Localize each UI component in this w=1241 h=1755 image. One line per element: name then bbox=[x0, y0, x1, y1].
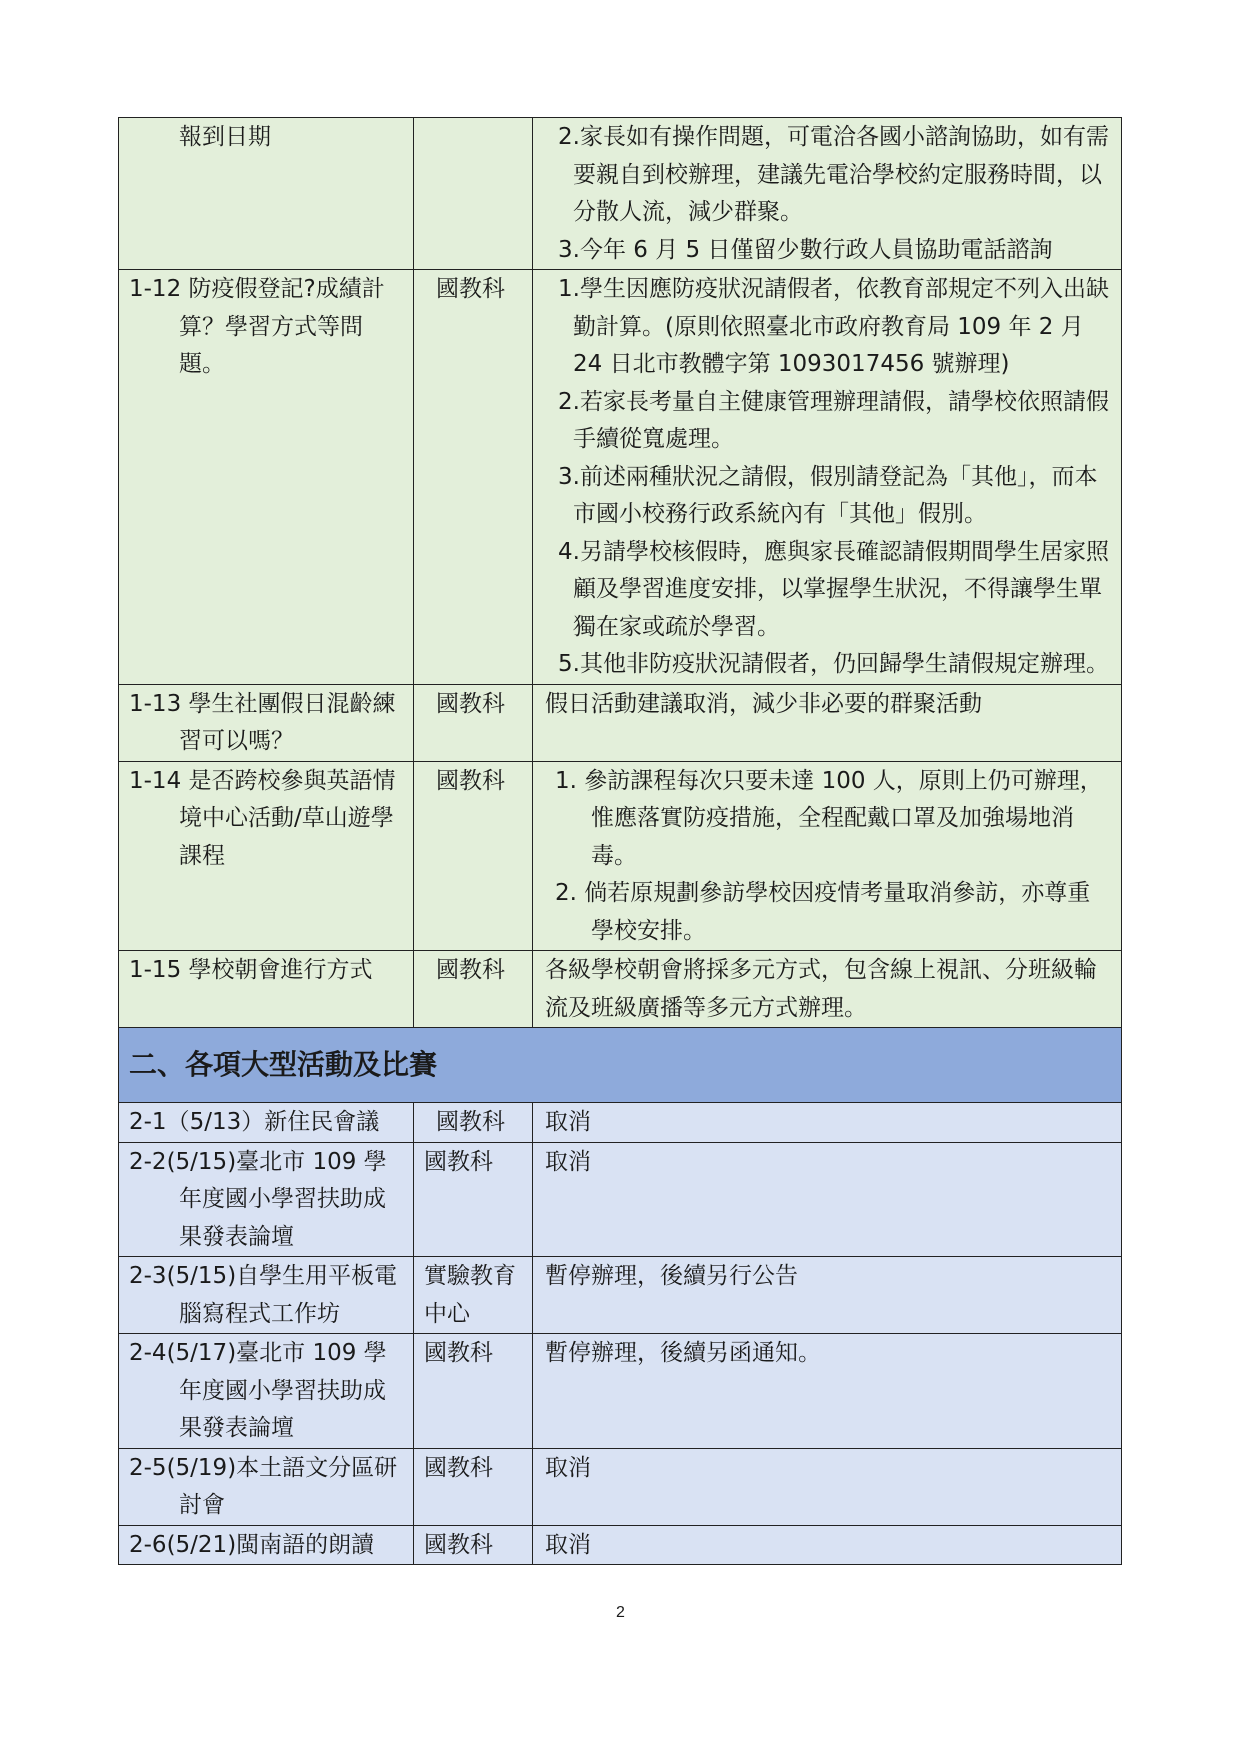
description-line: 各級學校朝會將採多元方式，包含線上視訊、分班級輪流及班級廣播等多元方式辦理。 bbox=[545, 957, 1097, 1021]
status-text: 取消 bbox=[545, 1148, 591, 1175]
unit-cell bbox=[414, 684, 533, 761]
table-row bbox=[119, 1103, 1122, 1143]
status-text: 暫停辦理，後續另函通知。 bbox=[545, 1340, 821, 1366]
unit-text: 國教科 bbox=[424, 1340, 493, 1366]
item-text: 2-6(5/21)閩南語的朗讀 bbox=[129, 1531, 375, 1558]
item-cell bbox=[119, 1448, 414, 1525]
unit-text: 國教科 bbox=[436, 767, 505, 794]
unit-text: 國教科 bbox=[436, 690, 505, 717]
item-text: 2-4(5/17)臺北市 109 學年度國小學習扶助成果發表論壇 bbox=[129, 1340, 387, 1441]
item-text: 報到日期 bbox=[179, 124, 271, 150]
unit-text: 國教科 bbox=[436, 957, 505, 983]
item-cell bbox=[119, 1142, 414, 1257]
description-line: 3.前述兩種狀況之請假，假別請登記為「其他」，而本市國小校務行政系統內有「其他」假別。 bbox=[558, 463, 1098, 527]
table-row bbox=[119, 761, 1122, 951]
unit-cell bbox=[414, 1525, 533, 1565]
unit-text: 實驗教育中心 bbox=[424, 1263, 516, 1327]
item-text: 2-2(5/15)臺北市 109 學年度國小學習扶助成果發表論壇 bbox=[129, 1148, 387, 1250]
table-row bbox=[119, 951, 1122, 1028]
description-line: 2.若家長考量自主健康管理辦理請假，請學校依照請假手續從寬處理。 bbox=[558, 388, 1109, 452]
description-line: 2.家長如有操作問題，可電洽各國小諮詢協助，如有需要親自到校辦理，建議先電洽學校約定服務時間，以分散人流，減少群聚。 bbox=[558, 124, 1109, 225]
status-text: 取消 bbox=[545, 1109, 591, 1135]
item-text: 2-1（5/13）新住民會議 bbox=[129, 1109, 380, 1135]
unit-cell bbox=[414, 1103, 533, 1143]
status-text: 取消 bbox=[545, 1454, 591, 1481]
description-cell bbox=[533, 684, 1122, 761]
table-row bbox=[119, 1142, 1122, 1257]
description-line: 4.另請學校核假時，應與家長確認請假期間學生居家照顧及學習進度安排，以掌握學生狀況，不得讓學生單獨在家或疏於學習。 bbox=[558, 538, 1109, 640]
description-line: 1.學生因應防疫狀況請假者，依教育部規定不列入出缺勤計算。(原則依照臺北市政府教育局 109 年 2 月 24 日北市教體字第 1093017456 號辦理) bbox=[558, 276, 1109, 377]
status-cell bbox=[533, 1142, 1122, 1257]
section-header-row bbox=[119, 1028, 1122, 1103]
section-title: 二、各項大型活動及比賽 bbox=[119, 1028, 1122, 1103]
item-text: 2-5(5/19)本土語文分區研討會 bbox=[129, 1454, 398, 1518]
status-cell bbox=[533, 1103, 1122, 1143]
table-row bbox=[119, 1257, 1122, 1334]
unit-text: 國教科 bbox=[436, 276, 505, 302]
status-text: 暫停辦理，後續另行公告 bbox=[545, 1263, 798, 1289]
status-cell bbox=[533, 1257, 1122, 1334]
description-line: 3.今年 6 月 5 日僅留少數行政人員協助電話諮詢 bbox=[558, 236, 1053, 263]
table-row bbox=[119, 118, 1122, 270]
item-cell bbox=[119, 1257, 414, 1334]
unit-cell bbox=[414, 1448, 533, 1525]
unit-cell bbox=[414, 761, 533, 951]
main-table bbox=[118, 117, 1122, 1565]
item-cell bbox=[119, 118, 414, 270]
status-text: 取消 bbox=[545, 1531, 591, 1558]
item-text: 1-13 學生社團假日混齡練習可以嗎？ bbox=[129, 690, 396, 754]
item-text: 1-15 學校朝會進行方式 bbox=[129, 957, 373, 983]
table-row bbox=[119, 684, 1122, 761]
description-line: 假日活動建議取消，減少非必要的群聚活動 bbox=[545, 690, 982, 717]
description-cell bbox=[533, 118, 1122, 270]
item-cell bbox=[119, 1525, 414, 1565]
unit-cell bbox=[414, 1334, 533, 1449]
item-cell bbox=[119, 270, 414, 685]
item-cell bbox=[119, 1334, 414, 1449]
item-text: 2-3(5/15)自學生用平板電腦寫程式工作坊 bbox=[129, 1263, 398, 1327]
description-cell bbox=[533, 761, 1122, 951]
status-cell bbox=[533, 1525, 1122, 1565]
unit-cell bbox=[414, 118, 533, 270]
unit-cell bbox=[414, 951, 533, 1028]
unit-text: 國教科 bbox=[424, 1454, 493, 1481]
page-number: 2 bbox=[616, 1604, 625, 1621]
unit-text: 國教科 bbox=[424, 1531, 493, 1558]
table-row bbox=[119, 1334, 1122, 1449]
description-cell bbox=[533, 951, 1122, 1028]
description-line: 2. 倘若原規劃參訪學校因疫情考量取消參訪，亦尊重學校安排。 bbox=[555, 880, 1091, 944]
description-line: 1. 參訪課程每次只要未達 100 人，原則上仍可辦理，惟應落實防疫措施，全程配戴口罩及加強場地消毒。 bbox=[555, 767, 1103, 869]
unit-cell bbox=[414, 1142, 533, 1257]
item-cell bbox=[119, 1103, 414, 1143]
status-cell bbox=[533, 1448, 1122, 1525]
unit-cell bbox=[414, 1257, 533, 1334]
description-cell bbox=[533, 270, 1122, 685]
item-text: 1-14 是否跨校參與英語情境中心活動/草山遊學課程 bbox=[129, 767, 396, 869]
unit-text: 國教科 bbox=[424, 1148, 493, 1175]
item-cell bbox=[119, 684, 414, 761]
description-line: 5.其他非防疫狀況請假者，仍回歸學生請假規定辦理。 bbox=[558, 651, 1109, 677]
item-text: 1-12 防疫假登記?成績計算？學習方式等問題。 bbox=[129, 276, 385, 377]
unit-text: 國教科 bbox=[436, 1109, 505, 1135]
item-cell bbox=[119, 951, 414, 1028]
table-row bbox=[119, 1448, 1122, 1525]
table-row bbox=[119, 1525, 1122, 1565]
unit-cell bbox=[414, 270, 533, 685]
status-cell bbox=[533, 1334, 1122, 1449]
table-row bbox=[119, 270, 1122, 685]
item-cell bbox=[119, 761, 414, 951]
